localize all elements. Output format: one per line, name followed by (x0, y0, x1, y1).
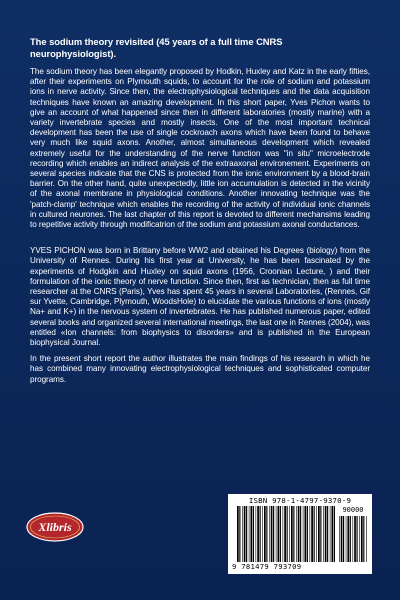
barcode-bar (327, 506, 328, 562)
barcode-bar (273, 506, 274, 562)
barcode-bar (257, 506, 259, 562)
barcode-bar (318, 506, 320, 562)
barcode-bar (289, 506, 290, 562)
barcode-bar (350, 516, 351, 562)
barcode-bar (287, 506, 288, 562)
barcode-bar (363, 516, 364, 562)
barcode-bar (303, 506, 304, 562)
barcode-bar (283, 506, 284, 562)
barcode-bar (323, 506, 324, 562)
barcode-bar (354, 516, 356, 562)
barcode-bar (284, 506, 286, 562)
barcode-bar (276, 506, 277, 562)
barcode-bar (266, 506, 267, 562)
barcode-bar (366, 516, 367, 562)
barcode-bar (260, 506, 261, 562)
barcode-bar (251, 506, 253, 562)
barcode-bar (357, 516, 358, 562)
barcode-bar (242, 506, 243, 562)
barcode-bar (280, 506, 281, 562)
barcode-number: 9 781479 793709 (232, 562, 302, 571)
barcode-bar (271, 506, 273, 562)
author-bio-paragraph: YVES PICHON was born in Brittany before WW2 and obtained his Degrees (biology) from the University of Rennes. During his first year at University, he has been fascinated by the experiments of Hodgkin and Huxley on squid axons (1956, Croonian Lecture, ) and their formulation of the ionic theory of nerve function. Since then, first as technician, then as full time researcher at the CNRS (Paris), Yves has spent 45 years in several Laboratories, (Rennes, Gif sur Yvette, Cambridge, Plymouth, WoodsHole) to elucidate the various functions of ions (mostly Na+ and K+) in the nervous system of invertebrates. He has published numerous paper, edited several books and organized several international meetings, the last one in Rennes (2004), was entitled «Ion channels: from biophysics to disorders» and is published in the European biophysical Journal. (30, 246, 370, 348)
barcode-bar (359, 516, 360, 562)
barcode-bar (264, 506, 266, 562)
barcode-bar (330, 506, 331, 562)
barcode-bar (262, 506, 263, 562)
barcode-bar (239, 506, 240, 562)
barcode-bar (300, 506, 301, 562)
barcode-bar (310, 506, 311, 562)
barcode-bar (346, 516, 347, 562)
isbn-text: ISBN 978-1-4797-9370-9 (248, 496, 352, 505)
svg-text:Xlibris: Xlibris (38, 520, 72, 534)
barcode-main (236, 506, 336, 562)
barcode-bar (291, 506, 293, 562)
barcode-bar (343, 516, 344, 562)
book-title: The sodium theory revisited (45 years of a full time CNRS neurophysiologist). (30, 36, 283, 59)
blurb-area (30, 36, 370, 391)
barcode-bar (361, 516, 363, 562)
xlibris-logo-graphic (26, 511, 84, 543)
barcode-bar (246, 506, 247, 562)
spacer (30, 236, 370, 246)
barcode-bar (269, 506, 270, 562)
barcode-bar (278, 506, 280, 562)
summary-paragraph: The sodium theory has been elegantly proposed by Hodkin, Huxley and Katz in the early fifties, after their experiments on Plymouth squids, to account for the role of sodium and potassium ions in nerve activity. Since then, the electrophysiological techniques and the data acquisition techniques have known an amazing development. In this short paper, Yves Pichon wants to give an account of what happened since then in different laboratories (mostly marine) with a variety invertebrate species and mostly insects. One of the most important technical development has been the use of single cockroach axons which have been found to behave very much like squid axons. Another, almost simultaneous development which revealed extremely useful for the understanding of the nerve function was "in situ" microelectrode recording which enables an indirect analysis of the extraaxonal environement. Experiments on several species indicate that the CNS is protected from the ionic environment by a blood-brain barrier. On the other hand, quite unexpectedly, little ion accumulation is detected in the vicinity of the axonal membrane in physiological conditions. Another innovating technique was the 'patch-clamp' technique which enables the recording of the activity of individual ionic channels in cultured neurones. The last chapter of this report is devoted to different mechansims leading to repetitive activity through modificatrion of the sodium and potassium axonal conductances. (30, 67, 370, 230)
barcode-bar (296, 506, 297, 562)
barcode-bar (316, 506, 317, 562)
barcode-bar (305, 506, 307, 562)
closing-paragraph: In the present short report the author illustrates the main findings of his research in which he has combined many innovating electrophysiological techniques and sophisticated computer programs. (30, 354, 370, 384)
barcode-bar (311, 506, 313, 562)
barcode-bar (334, 506, 335, 562)
barcode-bar (320, 506, 321, 562)
isbn-barcode-label (228, 494, 372, 574)
barcode-bar (253, 506, 254, 562)
barcode-bar (256, 506, 257, 562)
barcode-bar (314, 506, 315, 562)
barcode-bar (332, 506, 334, 562)
barcode-bar (339, 516, 340, 562)
barcode-bar (244, 506, 246, 562)
price-addon-number: 90000 (342, 506, 364, 514)
barcode-bar (347, 516, 349, 562)
barcode-addon (338, 516, 368, 562)
barcode-bar (341, 516, 343, 562)
barcode-bar (307, 506, 308, 562)
barcode-bar (237, 506, 239, 562)
xlibris-logo (26, 511, 84, 543)
barcode-bar (353, 516, 354, 562)
barcode-bar (298, 506, 300, 562)
barcode-bar (249, 506, 250, 562)
barcode-bar (293, 506, 294, 562)
barcode-bar (325, 506, 327, 562)
